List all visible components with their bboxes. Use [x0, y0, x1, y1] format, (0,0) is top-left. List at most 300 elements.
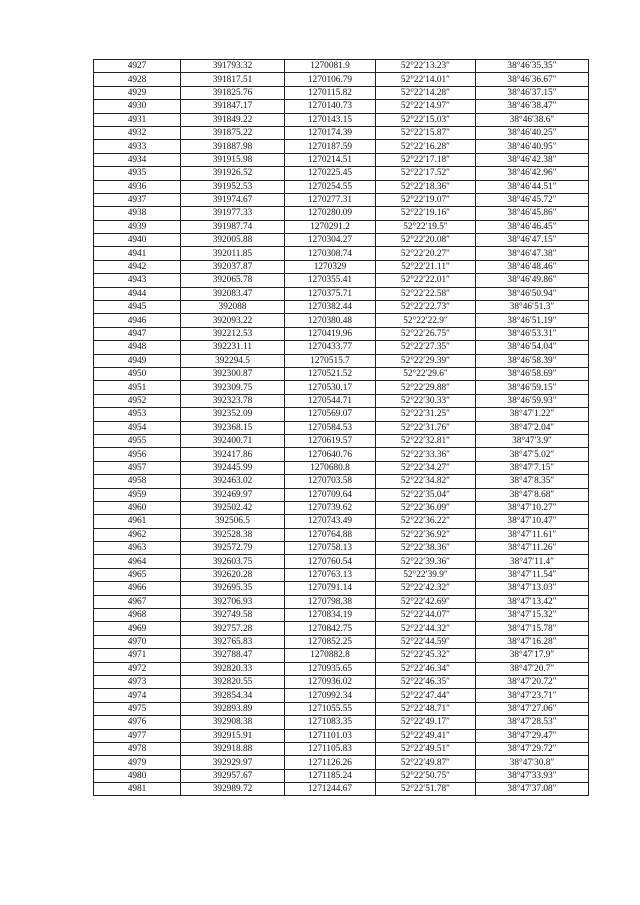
- point-number-cell: 4967: [94, 595, 181, 608]
- table-row: [94, 167, 589, 180]
- point-number-cell: 4950: [94, 367, 181, 380]
- point-number-cell: 4933: [94, 140, 181, 153]
- point-number-cell: 4977: [94, 729, 181, 742]
- y-coordinate-cell: 1270935.65: [285, 662, 376, 675]
- longitude-cell: 38°47′29.47″: [476, 729, 589, 742]
- x-coordinate-cell: 392695.35: [181, 582, 285, 595]
- table-row: [94, 434, 589, 447]
- point-number-cell: 4968: [94, 609, 181, 622]
- y-coordinate-cell: 1270882.8: [285, 649, 376, 662]
- table-row: [94, 689, 589, 702]
- x-coordinate-cell: 391817.51: [181, 73, 285, 86]
- x-coordinate-cell: 391847.17: [181, 100, 285, 113]
- y-coordinate-cell: 1270743.49: [285, 515, 376, 528]
- table-row: [94, 501, 589, 514]
- table-row: [94, 287, 589, 300]
- longitude-cell: 38°46′58.69″: [476, 367, 589, 380]
- latitude-cell: 52°22′32.81″: [376, 434, 476, 447]
- x-coordinate-cell: 392620.28: [181, 568, 285, 581]
- latitude-cell: 52°22′47.44″: [376, 689, 476, 702]
- table-row: [94, 408, 589, 421]
- latitude-cell: 52°22′44.07″: [376, 609, 476, 622]
- longitude-cell: 38°46′59.15″: [476, 381, 589, 394]
- longitude-cell: 38°46′54.04″: [476, 341, 589, 354]
- table-row: [94, 260, 589, 273]
- y-coordinate-cell: 1270739.62: [285, 501, 376, 514]
- point-number-cell: 4941: [94, 247, 181, 260]
- table-row: [94, 301, 589, 314]
- point-number-cell: 4960: [94, 501, 181, 514]
- latitude-cell: 52°22′34.27″: [376, 461, 476, 474]
- point-number-cell: 4973: [94, 675, 181, 688]
- longitude-cell: 38°46′45.72″: [476, 193, 589, 206]
- y-coordinate-cell: 1270375.71: [285, 287, 376, 300]
- longitude-cell: 38°47′15.32″: [476, 609, 589, 622]
- longitude-cell: 38°46′38.47″: [476, 100, 589, 113]
- x-coordinate-cell: 392417.86: [181, 448, 285, 461]
- y-coordinate-cell: 1270680.8: [285, 461, 376, 474]
- x-coordinate-cell: 392083.47: [181, 287, 285, 300]
- x-coordinate-cell: 391952.53: [181, 180, 285, 193]
- y-coordinate-cell: 1270709.64: [285, 488, 376, 501]
- x-coordinate-cell: 392323.78: [181, 394, 285, 407]
- latitude-cell: 52°22′49.41″: [376, 729, 476, 742]
- x-coordinate-cell: 391915.98: [181, 153, 285, 166]
- y-coordinate-cell: 1270382.44: [285, 301, 376, 314]
- table-row: [94, 140, 589, 153]
- table-row: [94, 716, 589, 729]
- latitude-cell: 52°22′39.9″: [376, 568, 476, 581]
- y-coordinate-cell: 1270106.79: [285, 73, 376, 86]
- y-coordinate-cell: 1270569.07: [285, 408, 376, 421]
- longitude-cell: 38°46′45.86″: [476, 207, 589, 220]
- longitude-cell: 38°46′42.96″: [476, 167, 589, 180]
- latitude-cell: 52°22′46.34″: [376, 662, 476, 675]
- y-coordinate-cell: 1271055.55: [285, 702, 376, 715]
- longitude-cell: 38°46′38.6″: [476, 113, 589, 126]
- longitude-cell: 38°47′37.08″: [476, 783, 589, 796]
- y-coordinate-cell: 1270143.15: [285, 113, 376, 126]
- latitude-cell: 52°22′31.76″: [376, 421, 476, 434]
- longitude-cell: 38°46′37.15″: [476, 86, 589, 99]
- latitude-cell: 52°22′29.88″: [376, 381, 476, 394]
- x-coordinate-cell: 392011.85: [181, 247, 285, 260]
- point-number-cell: 4972: [94, 662, 181, 675]
- point-number-cell: 4949: [94, 354, 181, 367]
- point-number-cell: 4947: [94, 327, 181, 340]
- point-number-cell: 4970: [94, 635, 181, 648]
- longitude-cell: 38°46′44.51″: [476, 180, 589, 193]
- x-coordinate-cell: 392368.15: [181, 421, 285, 434]
- y-coordinate-cell: 1270798.38: [285, 595, 376, 608]
- x-coordinate-cell: 392093.22: [181, 314, 285, 327]
- longitude-cell: 38°47′28.53″: [476, 716, 589, 729]
- latitude-cell: 52°22′22.9″: [376, 314, 476, 327]
- y-coordinate-cell: 1270081.9: [285, 60, 376, 73]
- longitude-cell: 38°46′59.93″: [476, 394, 589, 407]
- y-coordinate-cell: 1270254.55: [285, 180, 376, 193]
- latitude-cell: 52°22′36.09″: [376, 501, 476, 514]
- point-number-cell: 4932: [94, 126, 181, 139]
- longitude-cell: 38°46′47.38″: [476, 247, 589, 260]
- table-row: [94, 742, 589, 755]
- point-number-cell: 4957: [94, 461, 181, 474]
- latitude-cell: 52°22′21.11″: [376, 260, 476, 273]
- longitude-cell: 38°47′1.22″: [476, 408, 589, 421]
- y-coordinate-cell: 1270619.57: [285, 434, 376, 447]
- table-row: [94, 662, 589, 675]
- x-coordinate-cell: 392088: [181, 301, 285, 314]
- y-coordinate-cell: 1270308.74: [285, 247, 376, 260]
- y-coordinate-cell: 1270834.19: [285, 609, 376, 622]
- longitude-cell: 38°47′11.4″: [476, 555, 589, 568]
- longitude-cell: 38°46′42.38″: [476, 153, 589, 166]
- longitude-cell: 38°47′11.54″: [476, 568, 589, 581]
- table-row: [94, 314, 589, 327]
- point-number-cell: 4956: [94, 448, 181, 461]
- x-coordinate-cell: 392989.72: [181, 783, 285, 796]
- latitude-cell: 52°22′27.35″: [376, 341, 476, 354]
- point-number-cell: 4953: [94, 408, 181, 421]
- table-row: [94, 515, 589, 528]
- table-row: [94, 421, 589, 434]
- latitude-cell: 52°22′14.97″: [376, 100, 476, 113]
- longitude-cell: 38°47′20.7″: [476, 662, 589, 675]
- point-number-cell: 4975: [94, 702, 181, 715]
- point-number-cell: 4955: [94, 434, 181, 447]
- longitude-cell: 38°46′36.67″: [476, 73, 589, 86]
- longitude-cell: 38°46′49.86″: [476, 274, 589, 287]
- point-number-cell: 4944: [94, 287, 181, 300]
- y-coordinate-cell: 1271105.83: [285, 742, 376, 755]
- table-row: [94, 73, 589, 86]
- point-number-cell: 4936: [94, 180, 181, 193]
- y-coordinate-cell: 1270760.54: [285, 555, 376, 568]
- x-coordinate-cell: 392820.33: [181, 662, 285, 675]
- longitude-cell: 38°47′33.93″: [476, 769, 589, 782]
- table-row: [94, 488, 589, 501]
- y-coordinate-cell: 1271244.67: [285, 783, 376, 796]
- y-coordinate-cell: 1270521.52: [285, 367, 376, 380]
- latitude-cell: 52°22′33.36″: [376, 448, 476, 461]
- y-coordinate-cell: 1270992.34: [285, 689, 376, 702]
- point-number-cell: 4939: [94, 220, 181, 233]
- latitude-cell: 52°22′19.16″: [376, 207, 476, 220]
- table-row: [94, 60, 589, 73]
- table-row: [94, 126, 589, 139]
- table-row: [94, 528, 589, 541]
- y-coordinate-cell: 1270355.41: [285, 274, 376, 287]
- y-coordinate-cell: 1270515.7: [285, 354, 376, 367]
- table-row: [94, 86, 589, 99]
- latitude-cell: 52°22′22.58″: [376, 287, 476, 300]
- x-coordinate-cell: 391987.74: [181, 220, 285, 233]
- latitude-cell: 52°22′35.04″: [376, 488, 476, 501]
- y-coordinate-cell: 1271083.35: [285, 716, 376, 729]
- x-coordinate-cell: 392528.38: [181, 528, 285, 541]
- latitude-cell: 52°22′42.69″: [376, 595, 476, 608]
- table-row: [94, 193, 589, 206]
- point-number-cell: 4964: [94, 555, 181, 568]
- latitude-cell: 52°22′30.33″: [376, 394, 476, 407]
- point-number-cell: 4929: [94, 86, 181, 99]
- longitude-cell: 38°46′53.31″: [476, 327, 589, 340]
- latitude-cell: 52°22′49.51″: [376, 742, 476, 755]
- longitude-cell: 38°46′58.39″: [476, 354, 589, 367]
- y-coordinate-cell: 1270764.88: [285, 528, 376, 541]
- x-coordinate-cell: 391974.67: [181, 193, 285, 206]
- longitude-cell: 38°46′51.19″: [476, 314, 589, 327]
- latitude-cell: 52°22′51.78″: [376, 783, 476, 796]
- table-row: [94, 247, 589, 260]
- table-row: [94, 367, 589, 380]
- latitude-cell: 52°22′17.18″: [376, 153, 476, 166]
- y-coordinate-cell: 1270329: [285, 260, 376, 273]
- latitude-cell: 52°22′31.25″: [376, 408, 476, 421]
- table-row: [94, 274, 589, 287]
- y-coordinate-cell: 1270852.25: [285, 635, 376, 648]
- x-coordinate-cell: 391875.22: [181, 126, 285, 139]
- table-row: [94, 622, 589, 635]
- x-coordinate-cell: 392915.91: [181, 729, 285, 742]
- x-coordinate-cell: 392572.79: [181, 542, 285, 555]
- point-number-cell: 4969: [94, 622, 181, 635]
- point-number-cell: 4948: [94, 341, 181, 354]
- latitude-cell: 52°22′22.01″: [376, 274, 476, 287]
- y-coordinate-cell: 1270640.76: [285, 448, 376, 461]
- x-coordinate-cell: 392957.67: [181, 769, 285, 782]
- y-coordinate-cell: 1271101.03: [285, 729, 376, 742]
- point-number-cell: 4963: [94, 542, 181, 555]
- longitude-cell: 38°47′15.78″: [476, 622, 589, 635]
- latitude-cell: 52°22′49.17″: [376, 716, 476, 729]
- longitude-cell: 38°47′16.28″: [476, 635, 589, 648]
- table-row: [94, 234, 589, 247]
- x-coordinate-cell: 391849.22: [181, 113, 285, 126]
- x-coordinate-cell: 392469.97: [181, 488, 285, 501]
- table-row: [94, 595, 589, 608]
- x-coordinate-cell: 392231.11: [181, 341, 285, 354]
- x-coordinate-cell: 392400.71: [181, 434, 285, 447]
- point-number-cell: 4928: [94, 73, 181, 86]
- longitude-cell: 38°46′50.94″: [476, 287, 589, 300]
- y-coordinate-cell: 1270433.77: [285, 341, 376, 354]
- y-coordinate-cell: 1270842.75: [285, 622, 376, 635]
- table-row: [94, 635, 589, 648]
- longitude-cell: 38°47′13.42″: [476, 595, 589, 608]
- longitude-cell: 38°47′13.03″: [476, 582, 589, 595]
- x-coordinate-cell: 392757.28: [181, 622, 285, 635]
- y-coordinate-cell: 1270140.73: [285, 100, 376, 113]
- y-coordinate-cell: 1270187.59: [285, 140, 376, 153]
- x-coordinate-cell: 391926.52: [181, 167, 285, 180]
- longitude-cell: 38°47′5.02″: [476, 448, 589, 461]
- point-number-cell: 4958: [94, 475, 181, 488]
- longitude-cell: 38°46′47.15″: [476, 234, 589, 247]
- longitude-cell: 38°46′51.3″: [476, 301, 589, 314]
- longitude-cell: 38°47′8.35″: [476, 475, 589, 488]
- longitude-cell: 38°47′8.68″: [476, 488, 589, 501]
- latitude-cell: 52°22′15.03″: [376, 113, 476, 126]
- y-coordinate-cell: 1271185.24: [285, 769, 376, 782]
- x-coordinate-cell: 392908.38: [181, 716, 285, 729]
- x-coordinate-cell: 392005.88: [181, 234, 285, 247]
- latitude-cell: 52°22′45.32″: [376, 649, 476, 662]
- table-row: [94, 555, 589, 568]
- point-number-cell: 4981: [94, 783, 181, 796]
- y-coordinate-cell: 1270791.14: [285, 582, 376, 595]
- longitude-cell: 38°47′20.72″: [476, 675, 589, 688]
- point-number-cell: 4943: [94, 274, 181, 287]
- point-number-cell: 4980: [94, 769, 181, 782]
- latitude-cell: 52°22′15.87″: [376, 126, 476, 139]
- latitude-cell: 52°22′34.82″: [376, 475, 476, 488]
- longitude-cell: 38°47′29.72″: [476, 742, 589, 755]
- x-coordinate-cell: 392820.55: [181, 675, 285, 688]
- point-number-cell: 4945: [94, 301, 181, 314]
- longitude-cell: 38°47′23.71″: [476, 689, 589, 702]
- point-number-cell: 4979: [94, 756, 181, 769]
- y-coordinate-cell: 1270225.45: [285, 167, 376, 180]
- y-coordinate-cell: 1270419.96: [285, 327, 376, 340]
- point-number-cell: 4976: [94, 716, 181, 729]
- longitude-cell: 38°47′30.8″: [476, 756, 589, 769]
- y-coordinate-cell: 1270214.51: [285, 153, 376, 166]
- table-row: [94, 649, 589, 662]
- y-coordinate-cell: 1271126.26: [285, 756, 376, 769]
- table-row: [94, 207, 589, 220]
- latitude-cell: 52°22′22.73″: [376, 301, 476, 314]
- x-coordinate-cell: 392506.5: [181, 515, 285, 528]
- y-coordinate-cell: 1270291.2: [285, 220, 376, 233]
- point-number-cell: 4966: [94, 582, 181, 595]
- y-coordinate-cell: 1270115.82: [285, 86, 376, 99]
- x-coordinate-cell: 392854.34: [181, 689, 285, 702]
- longitude-cell: 38°47′10.47″: [476, 515, 589, 528]
- latitude-cell: 52°22′13.23″: [376, 60, 476, 73]
- point-number-cell: 4938: [94, 207, 181, 220]
- x-coordinate-cell: 392918.88: [181, 742, 285, 755]
- point-number-cell: 4962: [94, 528, 181, 541]
- latitude-cell: 52°22′42.32″: [376, 582, 476, 595]
- longitude-cell: 38°47′11.26″: [476, 542, 589, 555]
- table-row: [94, 609, 589, 622]
- latitude-cell: 52°22′49.87″: [376, 756, 476, 769]
- latitude-cell: 52°22′36.22″: [376, 515, 476, 528]
- table-row: [94, 381, 589, 394]
- latitude-cell: 52°22′44.32″: [376, 622, 476, 635]
- table-row: [94, 341, 589, 354]
- table-row: [94, 542, 589, 555]
- x-coordinate-cell: 392309.75: [181, 381, 285, 394]
- x-coordinate-cell: 392706.93: [181, 595, 285, 608]
- latitude-cell: 52°22′18.36″: [376, 180, 476, 193]
- x-coordinate-cell: 392893.89: [181, 702, 285, 715]
- point-number-cell: 4959: [94, 488, 181, 501]
- x-coordinate-cell: 392463.02: [181, 475, 285, 488]
- x-coordinate-cell: 392212.53: [181, 327, 285, 340]
- table-row: [94, 783, 589, 796]
- x-coordinate-cell: 391825.76: [181, 86, 285, 99]
- y-coordinate-cell: 1270174.39: [285, 126, 376, 139]
- longitude-cell: 38°46′46.45″: [476, 220, 589, 233]
- x-coordinate-cell: 392929.97: [181, 756, 285, 769]
- latitude-cell: 52°22′19.07″: [376, 193, 476, 206]
- table-row: [94, 394, 589, 407]
- x-coordinate-cell: 392352.09: [181, 408, 285, 421]
- point-number-cell: 4971: [94, 649, 181, 662]
- latitude-cell: 52°22′19.5″: [376, 220, 476, 233]
- latitude-cell: 52°22′26.75″: [376, 327, 476, 340]
- table-row: [94, 354, 589, 367]
- table-row: [94, 769, 589, 782]
- latitude-cell: 52°22′20.27″: [376, 247, 476, 260]
- point-number-cell: 4930: [94, 100, 181, 113]
- longitude-cell: 38°46′40.25″: [476, 126, 589, 139]
- table-row: [94, 180, 589, 193]
- longitude-cell: 38°47′10.27″: [476, 501, 589, 514]
- x-coordinate-cell: 392749.58: [181, 609, 285, 622]
- x-coordinate-cell: 392788.47: [181, 649, 285, 662]
- table-row: [94, 756, 589, 769]
- table-row: [94, 702, 589, 715]
- table-row: [94, 220, 589, 233]
- point-number-cell: 4961: [94, 515, 181, 528]
- y-coordinate-cell: 1270763.13: [285, 568, 376, 581]
- latitude-cell: 52°22′16.28″: [376, 140, 476, 153]
- y-coordinate-cell: 1270380.48: [285, 314, 376, 327]
- x-coordinate-cell: 391887.98: [181, 140, 285, 153]
- longitude-cell: 38°47′2.04″: [476, 421, 589, 434]
- longitude-cell: 38°47′7.15″: [476, 461, 589, 474]
- longitude-cell: 38°47′17.9″: [476, 649, 589, 662]
- longitude-cell: 38°47′27.06″: [476, 702, 589, 715]
- point-number-cell: 4965: [94, 568, 181, 581]
- point-number-cell: 4937: [94, 193, 181, 206]
- point-number-cell: 4931: [94, 113, 181, 126]
- table-row: [94, 568, 589, 581]
- latitude-cell: 52°22′46.35″: [376, 675, 476, 688]
- point-number-cell: 4940: [94, 234, 181, 247]
- latitude-cell: 52°22′44.59″: [376, 635, 476, 648]
- y-coordinate-cell: 1270280.09: [285, 207, 376, 220]
- longitude-cell: 38°46′40.95″: [476, 140, 589, 153]
- longitude-cell: 38°46′35.35″: [476, 60, 589, 73]
- latitude-cell: 52°22′29.6″: [376, 367, 476, 380]
- latitude-cell: 52°22′36.92″: [376, 528, 476, 541]
- x-coordinate-cell: 392502.42: [181, 501, 285, 514]
- point-number-cell: 4942: [94, 260, 181, 273]
- latitude-cell: 52°22′29.39″: [376, 354, 476, 367]
- coordinate-table: [93, 59, 589, 796]
- point-number-cell: 4946: [94, 314, 181, 327]
- y-coordinate-cell: 1270277.31: [285, 193, 376, 206]
- y-coordinate-cell: 1270584.53: [285, 421, 376, 434]
- point-number-cell: 4927: [94, 60, 181, 73]
- latitude-cell: 52°22′48.71″: [376, 702, 476, 715]
- table-row: [94, 729, 589, 742]
- x-coordinate-cell: 391793.32: [181, 60, 285, 73]
- y-coordinate-cell: 1270936.02: [285, 675, 376, 688]
- longitude-cell: 38°47′11.61″: [476, 528, 589, 541]
- latitude-cell: 52°22′14.01″: [376, 73, 476, 86]
- x-coordinate-cell: 392065.78: [181, 274, 285, 287]
- point-number-cell: 4952: [94, 394, 181, 407]
- table-row: [94, 100, 589, 113]
- longitude-cell: 38°47′3.9″: [476, 434, 589, 447]
- x-coordinate-cell: 392294.5: [181, 354, 285, 367]
- coordinate-table-body: [94, 60, 589, 796]
